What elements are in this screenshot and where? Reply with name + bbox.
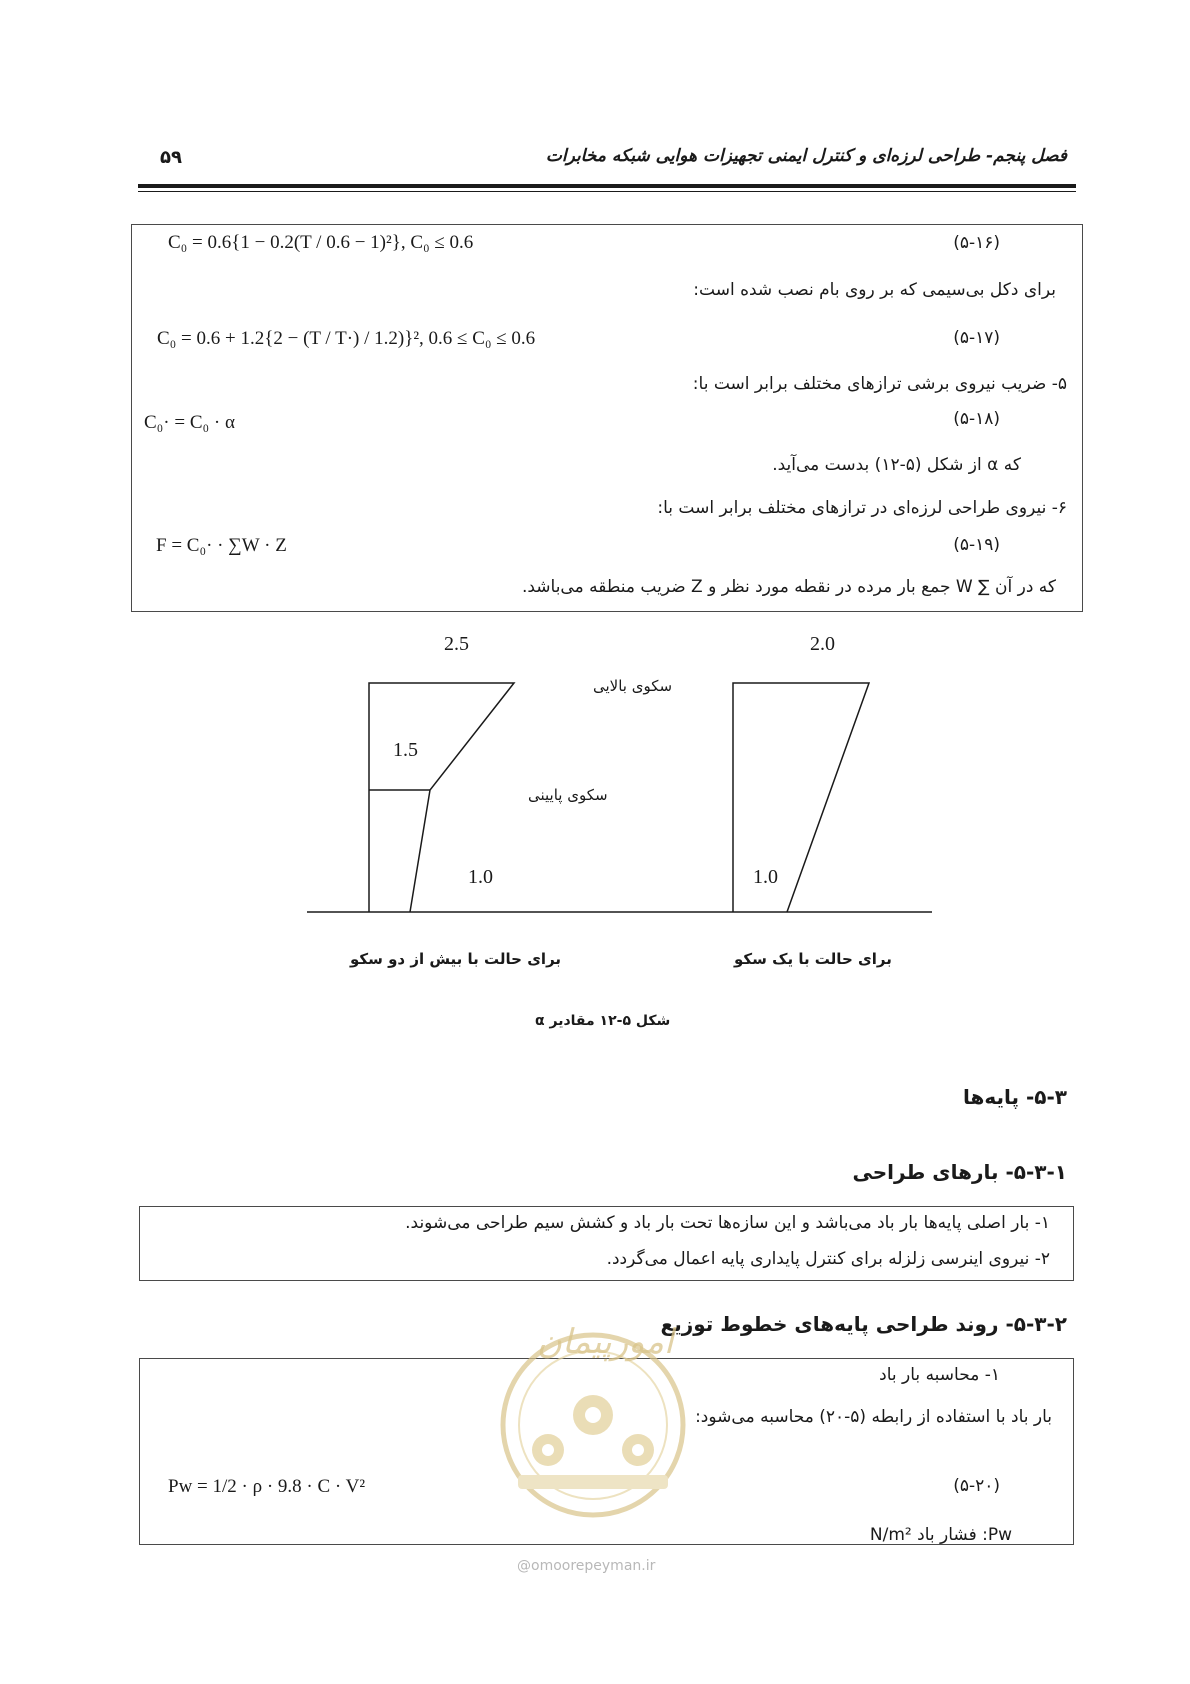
equation-number-20: (۵-۲۰)	[953, 1476, 1000, 1496]
pw-definition: N/m² فشار باد :Pw	[869, 1525, 1012, 1545]
subsection-heading-5-3-1: ۵-۳-۱- بارهای طراحی	[852, 1160, 1067, 1184]
formula-18: C₀· = C₀ · α	[144, 412, 235, 433]
equation-number-19: (۵-۱۹)	[953, 535, 1000, 555]
sum-w-note: که در آن ∑ W جمع بار مرده در نقطه مورد نظر و Z ضریب منطقه می‌باشد.	[521, 577, 1056, 597]
text-roof-mast: برای دکل بی‌سیمی که بر روی بام نصب شده است:	[693, 280, 1056, 300]
formula-17: C₀ = 0.6 + 1.2{2 − (T / T·) / 1.2)}², 0.6 ≤ C₀ ≤ 0.6	[157, 328, 536, 349]
item-6-seismic-force: ۶- نیروی طراحی لرزه‌ای در ترازهای مختلف برابر است با:	[657, 498, 1067, 518]
equation-number-16: (۵-۱۶)	[953, 233, 1000, 253]
label-upper-platform: سکوی بالایی	[593, 677, 673, 695]
design-load-item-1: ۱- بار اصلی پایه‌ها بار باد می‌باشد و این سازه‌ها تحت بار باد و کشش سیم طراحی می‌شوند.	[405, 1213, 1050, 1233]
header-rule-thick	[138, 184, 1076, 188]
chapter-title: فصل پنجم- طراحی لرزه‌ای و کنترل ایمنی تجهیزات هوایی شبکه مخابرات	[545, 146, 1067, 166]
item-5-shear-coefficient: ۵- ضریب نیروی برشی ترازهای مختلف برابر است با:	[692, 374, 1067, 394]
alpha-note: که α از شکل (۵-۱۲) بدست می‌آید.	[772, 455, 1021, 475]
formula-16: C₀ = 0.6{1 − 0.2(T / 0.6 − 1)²}, C₀ ≤ 0.6	[168, 232, 474, 253]
equation-number-17: (۵-۱۷)	[953, 328, 1000, 348]
value-right-top: 2.0	[810, 633, 835, 655]
wind-load-text: بار باد با استفاده از رابطه (۵-۲۰) محاسبه می‌شود:	[695, 1407, 1052, 1427]
wind-load-item-1: ۱- محاسبه بار باد	[879, 1365, 1000, 1385]
label-lower-platform: سکوی پایینی	[528, 786, 608, 804]
value-left-mid: 1.5	[393, 739, 418, 761]
section-heading-5-3: ۵-۳- پایه‌ها	[962, 1085, 1067, 1109]
header-rule-thin	[138, 191, 1076, 192]
subsection-heading-5-3-2: ۵-۳-۲- روند طراحی پایه‌های خطوط توزیع	[660, 1312, 1067, 1336]
value-left-bottom: 1.0	[468, 866, 493, 888]
design-load-item-2: ۲- نیروی اینرسی زلزله برای کنترل پایداری پایه اعمال می‌گردد.	[606, 1249, 1050, 1269]
watermark-handle: @omoorepeyman.ir	[517, 1558, 656, 1574]
equation-number-18: (۵-۱۸)	[953, 409, 1000, 429]
page-number: ۵۹	[160, 147, 182, 168]
value-right-bottom: 1.0	[753, 866, 778, 888]
formula-19: F = C₀· · ∑W · Z	[156, 535, 287, 556]
label-single-platform: برای حالت با یک سکو	[734, 950, 892, 968]
label-multi-platform: برای حالت با بیش از دو سکو	[350, 950, 562, 968]
value-left-top: 2.5	[444, 633, 469, 655]
figure-caption: شکل ۵-۱۲ مقادیر α	[535, 1013, 671, 1029]
watermark-arc-text: امورپیمان	[537, 1322, 674, 1362]
formula-20: Pw = 1/2 · ρ · 9.8 · C · V²	[168, 1476, 366, 1497]
